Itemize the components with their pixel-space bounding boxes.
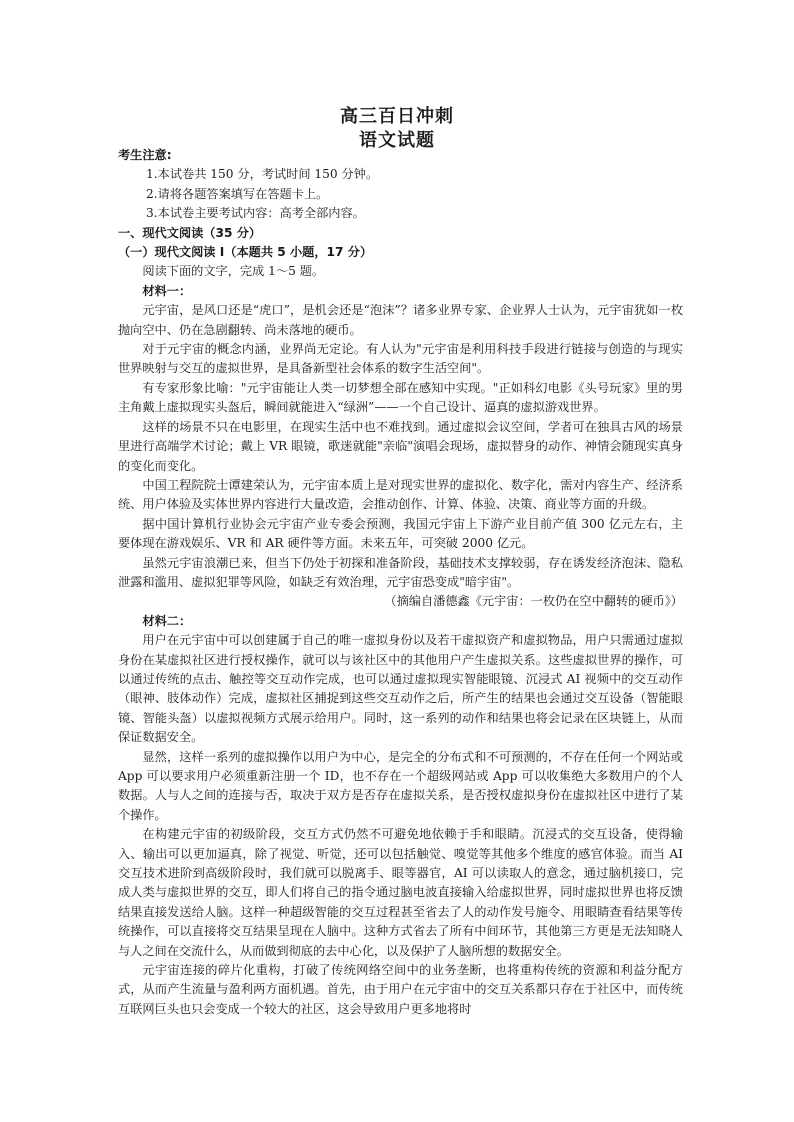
exam-title: 高三百日冲刺: [340, 106, 454, 127]
paragraph: 用户在元宇宙中可以创建属于自己的唯一虚拟身份以及若干虚拟资产和虚拟物品，用户只需通过虚拟身份在某虚拟社区进行授权操作，就可以与该社区中的其他用户产生虚拟关系。这些虚拟世界的操作，可以通过传统的点击、触控等交互动作完成，也可以通过虚拟现实智能眼镜、沉浸式 AI 视频中的交互动作（眼神、肢体动作）完成，虚拟社区捕捉到这些交互动作之后，所产生的结果也会通过交互设备（智能眼镜、智能头盔）以虚拟视频方式展示给用户。同时，这一系列的动作和结果也将会记录在区块链上，从而保证数据安全。: [118, 633, 683, 745]
notice-item: 1.本试卷共 150 分，考试时间 150 分钟。: [146, 167, 379, 182]
paragraph: 据中国计算机行业协会元宇宙产业专委会预测，我国元宇宙上下游产业目前产值 300 亿元左右，主要体现在游戏娱乐、VR 和 AR 硬件等方面。未来五年，可突破 2000 亿元。: [118, 516, 683, 551]
paragraph: 这样的场景不只在电影里，在现实生活中也不难找到。通过虚拟会议空间，学者可在独具古风的场景里进行高端学术讨论；戴上 VR 眼镜，歌迷就能"亲临"演唱会现场，虚拟替身的动作、神情会随现实真身的变化而变化。: [118, 419, 683, 473]
paragraph: 在构建元宇宙的初级阶段，交互方式仍然不可避免地依赖于手和眼睛。沉浸式的交互设备，使得输入、输出可以更加逼真，除了视觉、听觉，还可以包括触觉、嗅觉等其他多个维度的感官体验。而当 AI 交互技术进阶到高级阶段时，我们就可以脱离手、眼等器官，AI 可以读取人的意念，通过脑机接口，完成人类与虚拟世界的交互，即人们将自己的指令通过脑电波直接输入给虚拟世界，同时虚拟世界也将反馈结果直接发送给人脑。这样一种超级智能的交互过程甚至省去了人的动作发号施令、用眼睛查看结果等传统操作，可以直接将交互结果呈现在人脑中。这种方式省去了所有中间环节，其他第三方更是无法知晓人与人之间在交流什么，从而做到彻底的去中心化，以及保护了人脑所想的数据安全。: [118, 827, 683, 958]
instruction: 阅读下面的文字，完成 1～5 题。: [142, 264, 325, 279]
paragraph: 中国工程院院士谭建荣认为，元宇宙本质上是对现实世界的虚拟化、数字化，需对内容生产、经济系统、用户体验及实体世界内容进行大量改造，会推动创作、计算、体验、决策、商业等方面的升级。: [118, 477, 683, 512]
paragraph: 元宇宙，是风口还是“虎口”，是机会还是“泡沫”？诸多业界专家、企业界人士认为，元宇宙犹如一枚抛向空中、仍在急剧翻转、尚未落地的硬币。: [118, 303, 683, 337]
paragraph: 对于元宇宙的概念内涵，业界尚无定论。有人认为"元宇宙是利用科技手段进行链接与创造的与现实世界映射与交互的虚拟世界，是具备新型社会体系的数字生活空间"。: [118, 342, 683, 376]
notice-heading: 考生注意:: [118, 148, 172, 162]
document-body: [118, 146, 683, 1019]
material-label: 材料一：: [142, 283, 192, 298]
material-label: 材料二：: [142, 613, 192, 628]
paragraph: 虽然元宇宙浪潮已来，但当下仍处于初探和准备阶段，基础技术支撑较弱，存在诱发经济泡沫、隐私泄露和滥用、虚拟犯罪等风险，如缺乏有效治理，元宇宙恐变成"暗宇宙"。: [118, 555, 683, 589]
source-citation: （摘编自潘德鑫《元宇宙：一枚仍在空中翻转的硬币》）: [384, 594, 683, 609]
paragraph: 有专家形象比喻："元宇宙能让人类一切梦想全部在感知中实现。"正如科幻电影《头号玩家》里的男主角戴上虚拟现实头盔后，瞬间就能进入“绿洲”——一个自己设计、逼真的虚拟游戏世界。: [118, 380, 683, 415]
paragraph: 元宇宙连接的碎片化重构，打破了传统网络空间中的业务垄断，也将重构传统的资源和利益分配方式，从而产生流量与盈利两方面机遇。首先，由于用户在元宇宙中的交互关系都只存在于社区中，而传统互联网巨头也只会变成一个较大的社区，这会导致用户更多地将时: [118, 963, 683, 1016]
section-heading: 一、现代文阅读（35 分）: [118, 225, 262, 240]
paragraph: 显然，这样一系列的虚拟操作以用户为中心，是完全的分布式和不可预测的，不存在任何一个网站或 App 可以要求用户必须重新注册一个 ID，也不存在一个超级网站或 App 可以收集绝大多数用户的个人数据。人与人之间的连接与否，取决于双方是否存在虚拟关系，是否授权虚拟身份在虚拟社区中进行了某个操作。: [118, 749, 683, 822]
subsection-heading: （一）现代文阅读 I（本题共 5 小题，17 分）: [118, 245, 373, 260]
notice-item: 3.本试卷主要考试内容：高考全部内容。: [146, 206, 365, 221]
notice-item: 2.请将各题答案填写在答题卡上。: [146, 186, 329, 201]
exam-subtitle: 语文试题: [359, 130, 435, 151]
